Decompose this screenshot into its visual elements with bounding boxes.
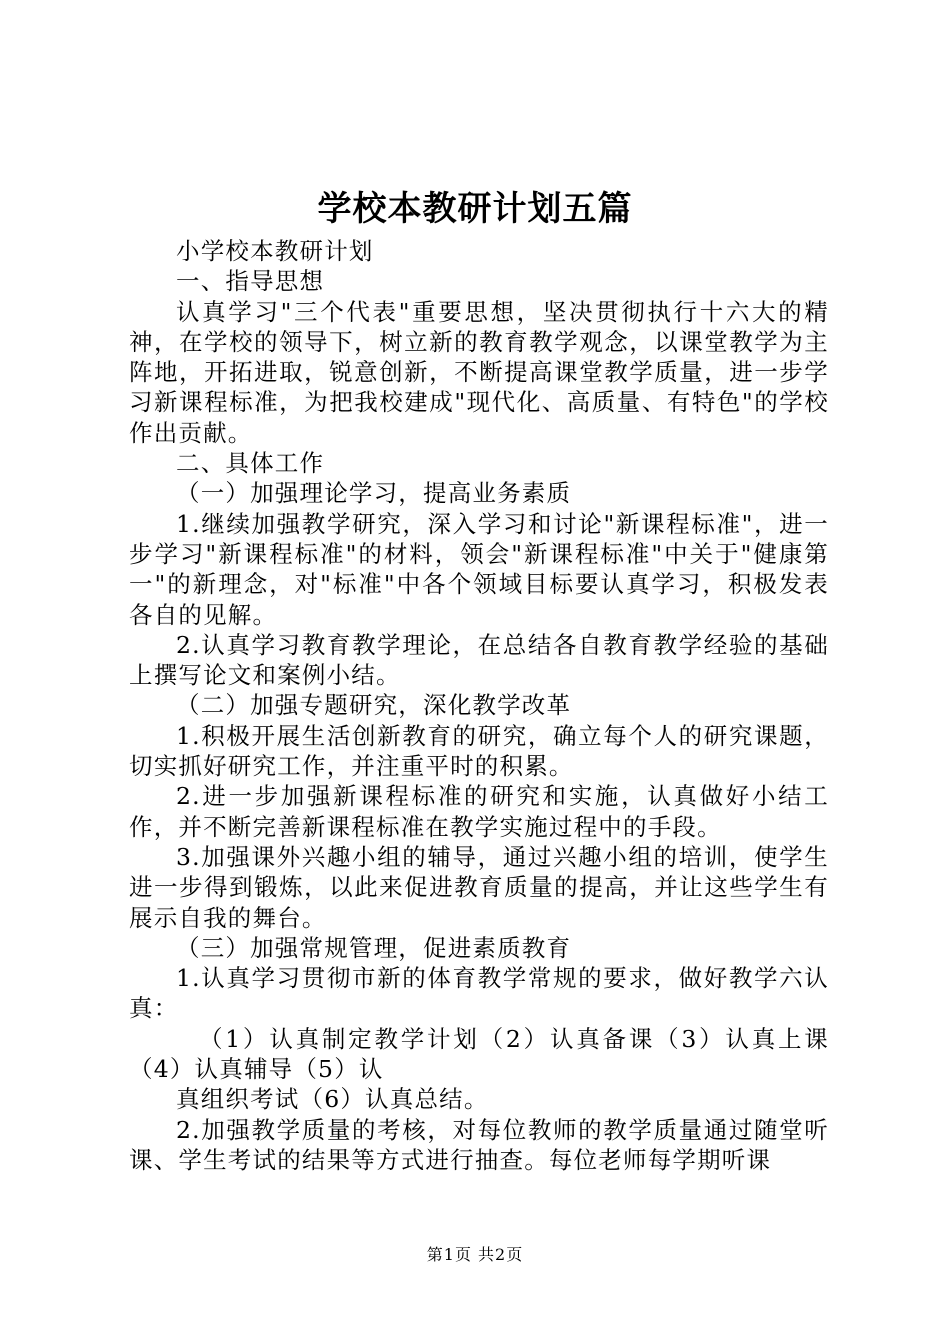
paragraph: 1.认真学习贯彻市新的体育教学常规的要求，做好教学六认真： (129, 964, 829, 1023)
paragraph: 3.加强课外兴趣小组的辅导，通过兴趣小组的培训，使学生进一步得到锻炼，以此来促进教育质量的提高，并让这些学生有展示自我的舞台。 (129, 842, 829, 932)
paragraph-subheading-1: （一）加强理论学习，提高业务素质 (176, 479, 572, 508)
paragraph: 认真学习"三个代表"重要思想，坚决贯彻执行十六大的精神，在学校的领导下，树立新的教育教学观念，以课堂教学为主阵地，开拓进取，锐意创新，不断提高课堂教学质量，进一步学习新课程标准，为把我校建成"现代化、高质量、有特色"的学校作出贡献。 (129, 297, 829, 447)
document-title: 学校本教研计划五篇 (317, 189, 633, 229)
paragraph: 2.进一步加强新课程标准的研究和实施，认真做好小结工作，并不断完善新课程标准在教学实施过程中的手段。 (129, 782, 829, 841)
page-number-footer: 第1页 共2页 (426, 1245, 524, 1264)
document-body (129, 236, 829, 1175)
paragraph: 1.继续加强教学研究，深入学习和讨论"新课程标准"，进一步学习"新课程标准"的材料，领会"新课程标准"中关于"健康第一"的新理念，对"标准"中各个领域目标要认真学习，积极发表各自的见解。 (129, 509, 829, 629)
paragraph-subheading-3: （三）加强常规管理，促进素质教育 (176, 933, 572, 962)
paragraph-list-continued: 真组织考试（6）认真总结。 (176, 1085, 489, 1114)
paragraph-heading-2: 二、具体工作 (176, 449, 325, 478)
paragraph: 2.加强教学质量的考核，对每位教师的教学质量通过随堂听课、学生考试的结果等方式进行抽查。每位老师每学期听课 (129, 1115, 829, 1174)
paragraph-list: （1）认真制定教学计划（2）认真备课（3）认真上课（4）认真辅导（5）认 (129, 1024, 829, 1084)
paragraph: 2.认真学习教育教学理论，在总结各自教育教学经验的基础上撰写论文和案例小结。 (129, 630, 829, 690)
paragraph-heading-1: 一、指导思想 (176, 267, 325, 296)
paragraph-subheading-2: （二）加强专题研究，深化教学改革 (176, 691, 572, 720)
paragraph-subtitle: 小学校本教研计划 (176, 237, 374, 265)
paragraph: 1.积极开展生活创新教育的研究，确立每个人的研究课题，切实抓好研究工作，并注重平时的积累。 (129, 721, 829, 781)
